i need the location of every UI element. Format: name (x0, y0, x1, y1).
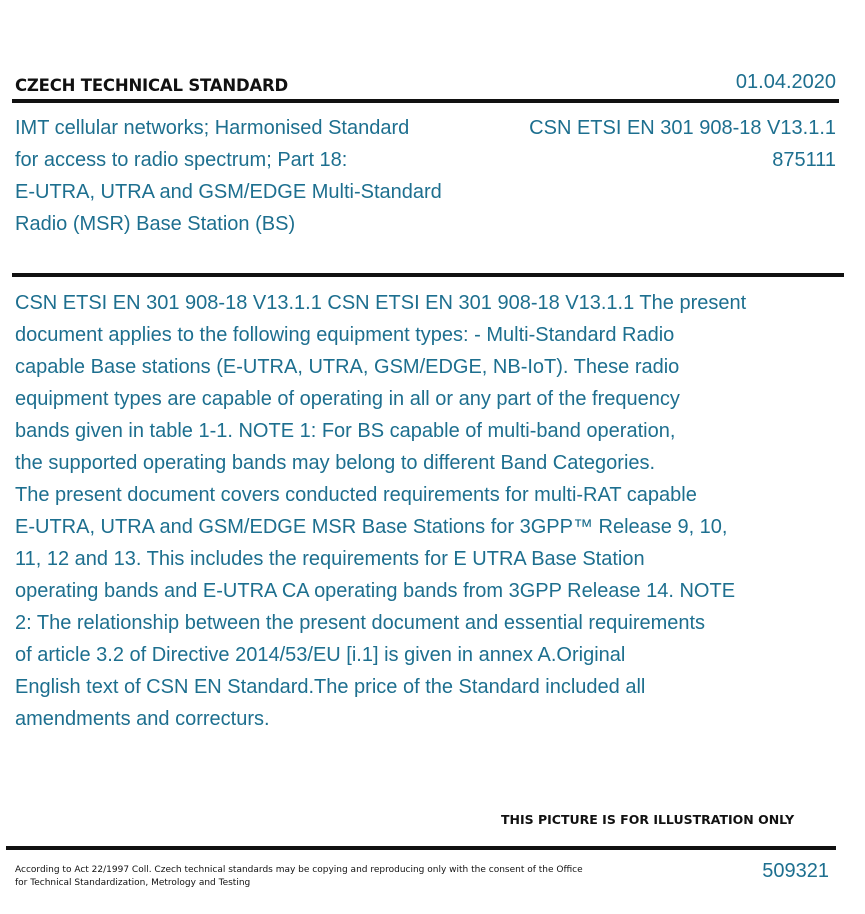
abstract-text: CSN ETSI EN 301 908-18 V13.1.1 CSN ETSI EN 301 908-18 V13.1.1 The present document applies to the following equipment types: - Multi-Standard Radio capable Base stations (E-UTRA, UTRA, GSM/EDGE, NB-IoT). These radio equipment types are capable of operating in all or any part of the frequency bands given in table 1-1. NOTE 1: For BS capable of multi-band operation, the supported operating bands may belong to different Band Categories. The present document covers conducted requirements for multi-RAT capable E-UTRA, UTRA and GSM/EDGE MSR Base Stations for 3GPP™ Release 9, 10, 11, 12 and 13. This includes the requirements for E UTRA Base Station operating bands and E-UTRA CA operating bands from 3GPP Release 14. NOTE 2: The relationship between the present document and essential requirements of article 3.2 of Directive 2014/53/EU [i.1] is given in annex A.Original English text of CSN EN Standard.The price of the Standard included all amendments and correcturs. (15, 292, 747, 730)
standard-code: CSN ETSI EN 301 908-18 V13.1.1 (529, 117, 836, 139)
legal-notice-line: According to Act 22/1997 Coll. Czech technical standards may be copying and reproducing only with the consent of the Office (15, 865, 583, 875)
title-divider (12, 273, 844, 277)
standard-title-line: E-UTRA, UTRA and GSM/EDGE Multi-Standard (15, 181, 442, 203)
standard-title-line: for access to radio spectrum; Part 18: (15, 149, 348, 171)
header-divider (12, 99, 839, 103)
footer-divider (6, 846, 836, 850)
illustration-disclaimer: THIS PICTURE IS FOR ILLUSTRATION ONLY (501, 812, 795, 827)
legal-notice-line: for Technical Standardization, Metrology and Testing (15, 878, 251, 888)
legal-notice (15, 864, 595, 890)
standard-title (15, 112, 485, 240)
catalog-number: 875111 (772, 149, 836, 171)
standard-title-line: IMT cellular networks; Harmonised Standard (15, 117, 410, 139)
standard-title-line: Radio (MSR) Base Station (BS) (15, 213, 296, 235)
footer-document-number: 509321 (762, 860, 829, 882)
publication-date: 01.04.2020 (735, 71, 836, 93)
standard-identifiers (529, 112, 836, 176)
document-type-heading: CZECH TECHNICAL STANDARD (15, 76, 289, 95)
